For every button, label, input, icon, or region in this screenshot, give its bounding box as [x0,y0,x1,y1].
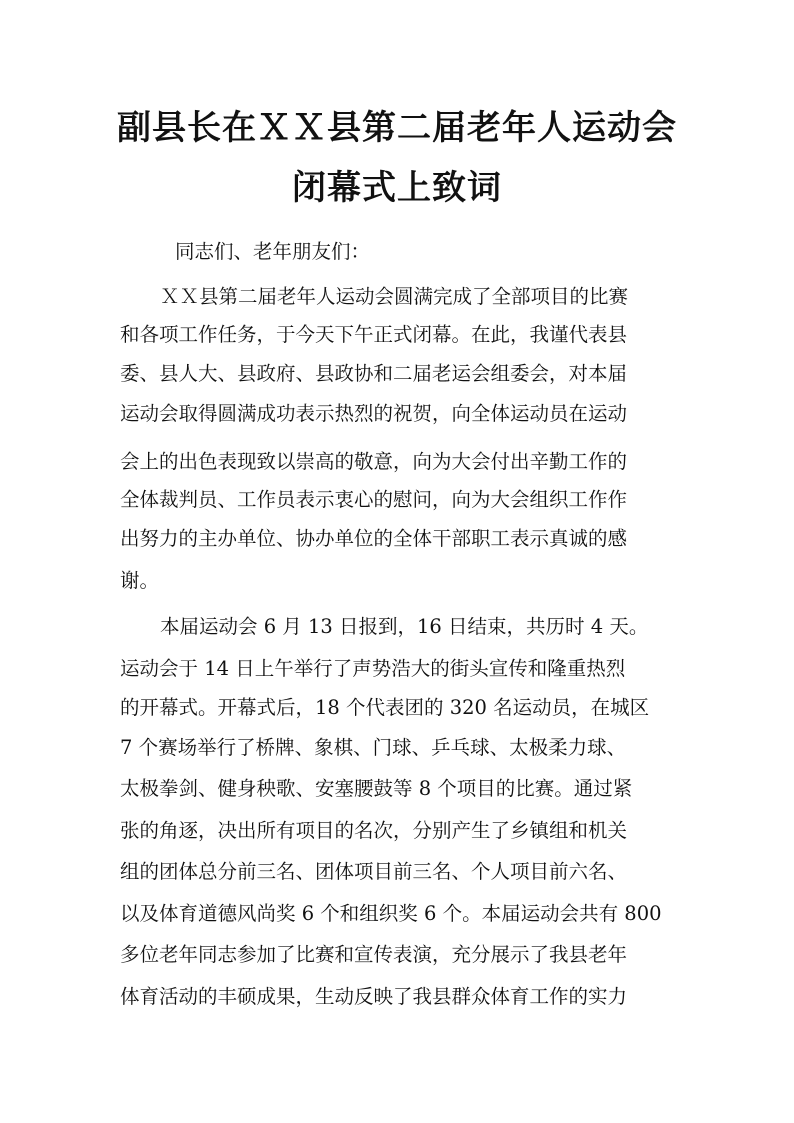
paragraph-2-line: 多位老年同志参加了比赛和宣传表演，充分展示了我县老年 [120,943,628,966]
paragraph-2-line: 太极拳剑、健身秧歌、安塞腰鼓等 8 个项目的比赛。通过紧 [120,777,633,800]
paragraph-1-line: 和各项工作任务，于今天下午正式闭幕。在此，我谨代表县 [120,323,628,346]
paragraph-1-line: 谢。 [120,569,160,592]
paragraph-2-line: 的开幕式。开幕式后，18 个代表团的 320 名运动员，在城区 [120,696,650,719]
document-title-line-1: 副县长在ＸＸ县第二届老年人运动会 [117,108,677,148]
paragraph-2-line: 张的角逐，决出所有项目的名次，分别产生了乡镇组和机关 [120,819,628,842]
paragraph-1-line: ＸＸ县第二届老年人运动会圆满完成了全部项目的比赛 [160,285,629,308]
paragraph-1-line: 会上的出色表现致以崇高的敬意，向为大会付出辛勤工作的 [120,450,628,473]
paragraph-2-line: 本届运动会 6 月 13 日报到，16 日结束，共历时 4 天。 [160,615,649,638]
paragraph-1-line: 出努力的主办单位、协办单位的全体干部职工表示真诚的感 [120,527,628,550]
document-title-line-2: 闭幕式上致词 [292,168,502,208]
paragraph-2-line: 以及体育道德风尚奖 6 个和组织奖 6 个。本届运动会共有 800 [120,902,662,925]
paragraph-2-line: 运动会于 14 日上午举行了声势浩大的街头宣传和隆重热烈 [120,657,626,680]
paragraph-2-line: 7 个赛场举行了桥牌、象棋、门球、乒乓球、太极柔力球、 [120,736,627,759]
paragraph-2-line: 体育活动的丰硕成果，生动反映了我县群众体育工作的实力 [120,985,628,1008]
paragraph-1-line: 委、县人大、县政府、县政协和二届老运会组委会，对本届 [120,362,628,385]
paragraph-2-line: 组的团体总分前三名、团体项目前三名、个人项目前六名、 [120,860,628,883]
paragraph-1-line: 全体裁判员、工作员表示衷心的慰问，向为大会组织工作作 [120,488,628,511]
salutation: 同志们、老年朋友们： [175,240,371,263]
paragraph-1-line: 运动会取得圆满成功表示热烈的祝贺，向全体运动员在运动 [120,402,628,425]
